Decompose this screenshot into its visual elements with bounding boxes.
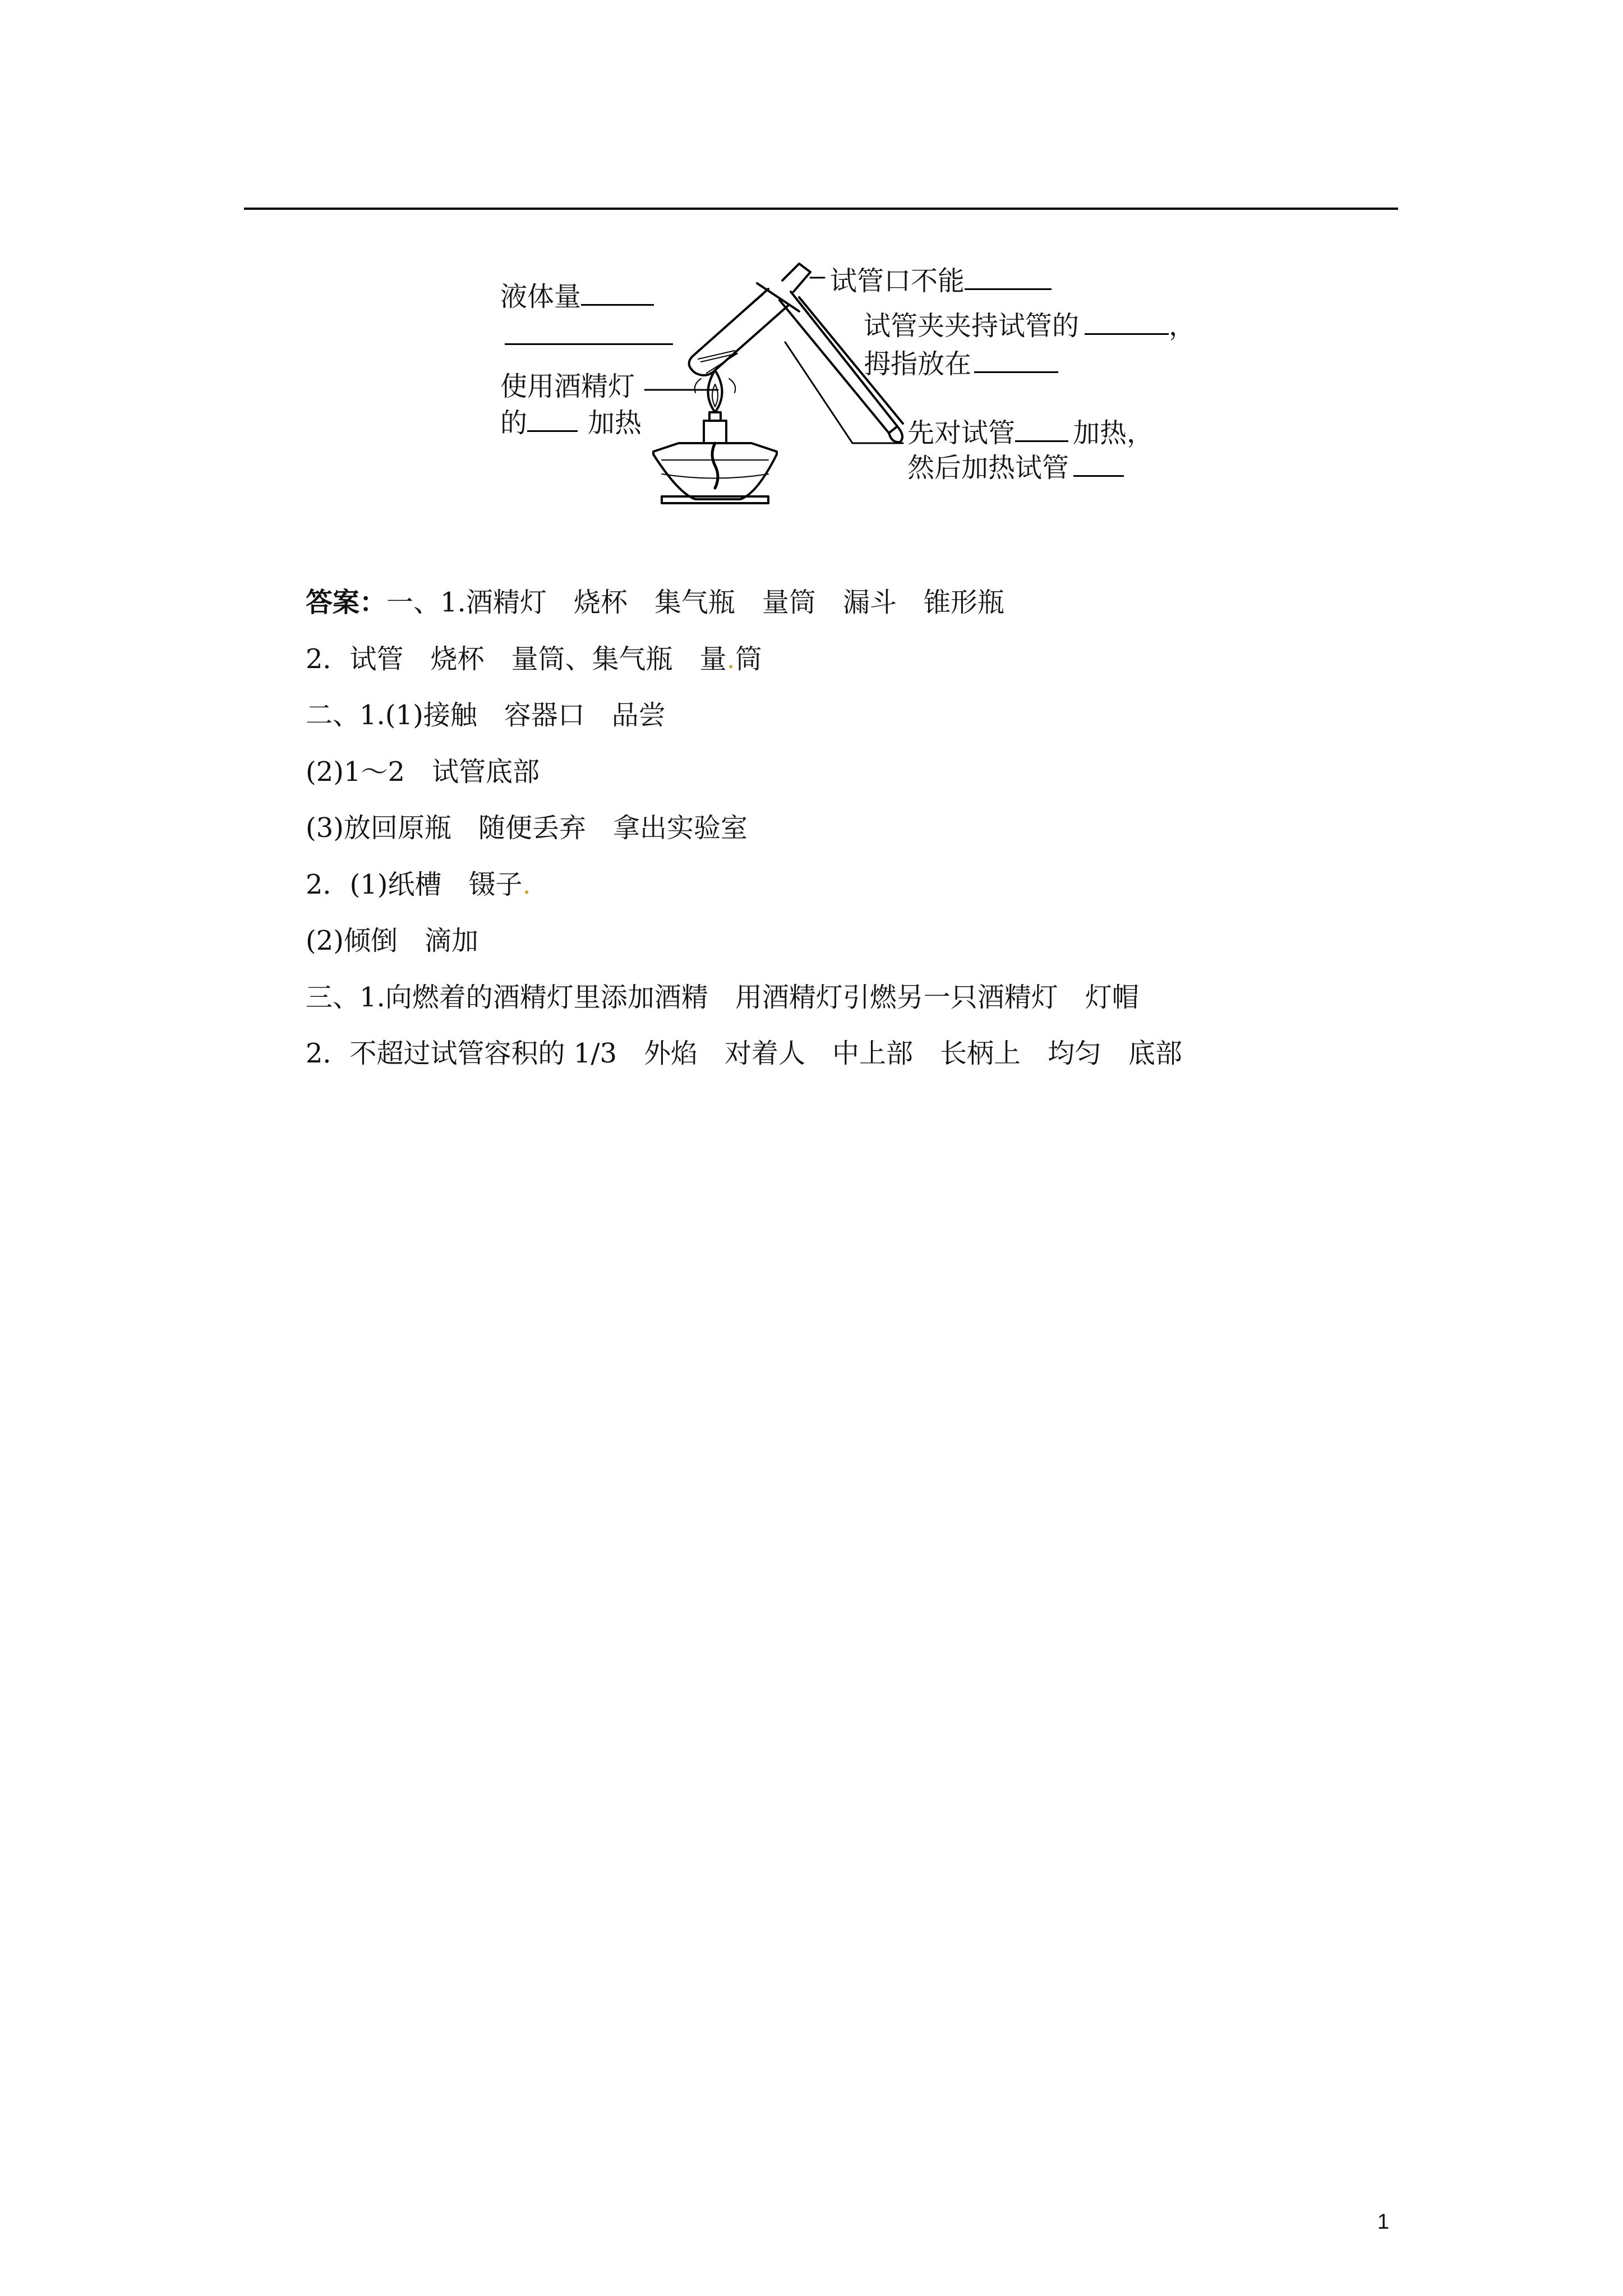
page-number: 1 [1377, 2210, 1390, 2234]
liquid-amount-blank-line [505, 320, 673, 349]
stray-dot: . [522, 868, 531, 900]
test-tube [689, 283, 799, 375]
answer-line-5: (3)放回原瓶 随便丢弃 拿出实验室 [306, 812, 748, 844]
answer-label: 答案： [306, 587, 387, 618]
fill-blank [974, 348, 1058, 373]
fill-blank [1073, 452, 1124, 477]
answer-line-9: 2．不超过试管容积的 1/3 外焰 对着人 中上部 长柄上 均匀 底部 [306, 1038, 1183, 1069]
alcohol-lamp [653, 443, 777, 499]
answer-line-6: 2．(1)纸槽 镊子. [306, 868, 531, 900]
answer-line-7: (2)倾倒 滴加 [306, 925, 478, 956]
tube-mouth-label: 试管口不能 [830, 265, 1052, 295]
fill-blank [965, 265, 1052, 290]
lamp-usage-label-line2: 的 加热 [500, 407, 642, 439]
fill-blank [1085, 310, 1169, 335]
heat-bottom-label: 然后加热试管 [907, 452, 1124, 481]
stray-dot: . [726, 643, 735, 675]
preheat-label: 先对试管 加热， [907, 417, 1154, 449]
answer-line-1: 答案：一、1.酒精灯 烧杯 集气瓶 量筒 漏斗 锥形瓶 [306, 587, 1004, 618]
test-tube-heating-diagram [494, 258, 1223, 516]
answer-line-4: (2)1～2 试管底部 [306, 756, 540, 788]
answer-line-2: 2．试管 烧杯 量筒、集气瓶 量.筒 [306, 643, 762, 675]
answer-line-3: 二、1.(1)接触 容器口 品尝 [306, 700, 666, 731]
holder-position-label: 试管夹夹持试管的 ， [864, 310, 1196, 342]
header-rule [244, 208, 1398, 210]
fill-blank [505, 320, 673, 345]
answer-line-8: 三、1.向燃着的酒精灯里添加酒精 用酒精灯引燃另一只酒精灯 灯帽 [306, 981, 1139, 1013]
fill-blank [1015, 417, 1068, 442]
answer-section [306, 583, 1427, 1091]
thumb-position-label: 拇指放在 [864, 348, 1058, 378]
fill-blank [527, 407, 578, 432]
fill-blank [581, 280, 654, 306]
liquid-amount-label: 液体量 [500, 280, 654, 310]
lamp-usage-label-line1: 使用酒精灯 [500, 371, 635, 402]
